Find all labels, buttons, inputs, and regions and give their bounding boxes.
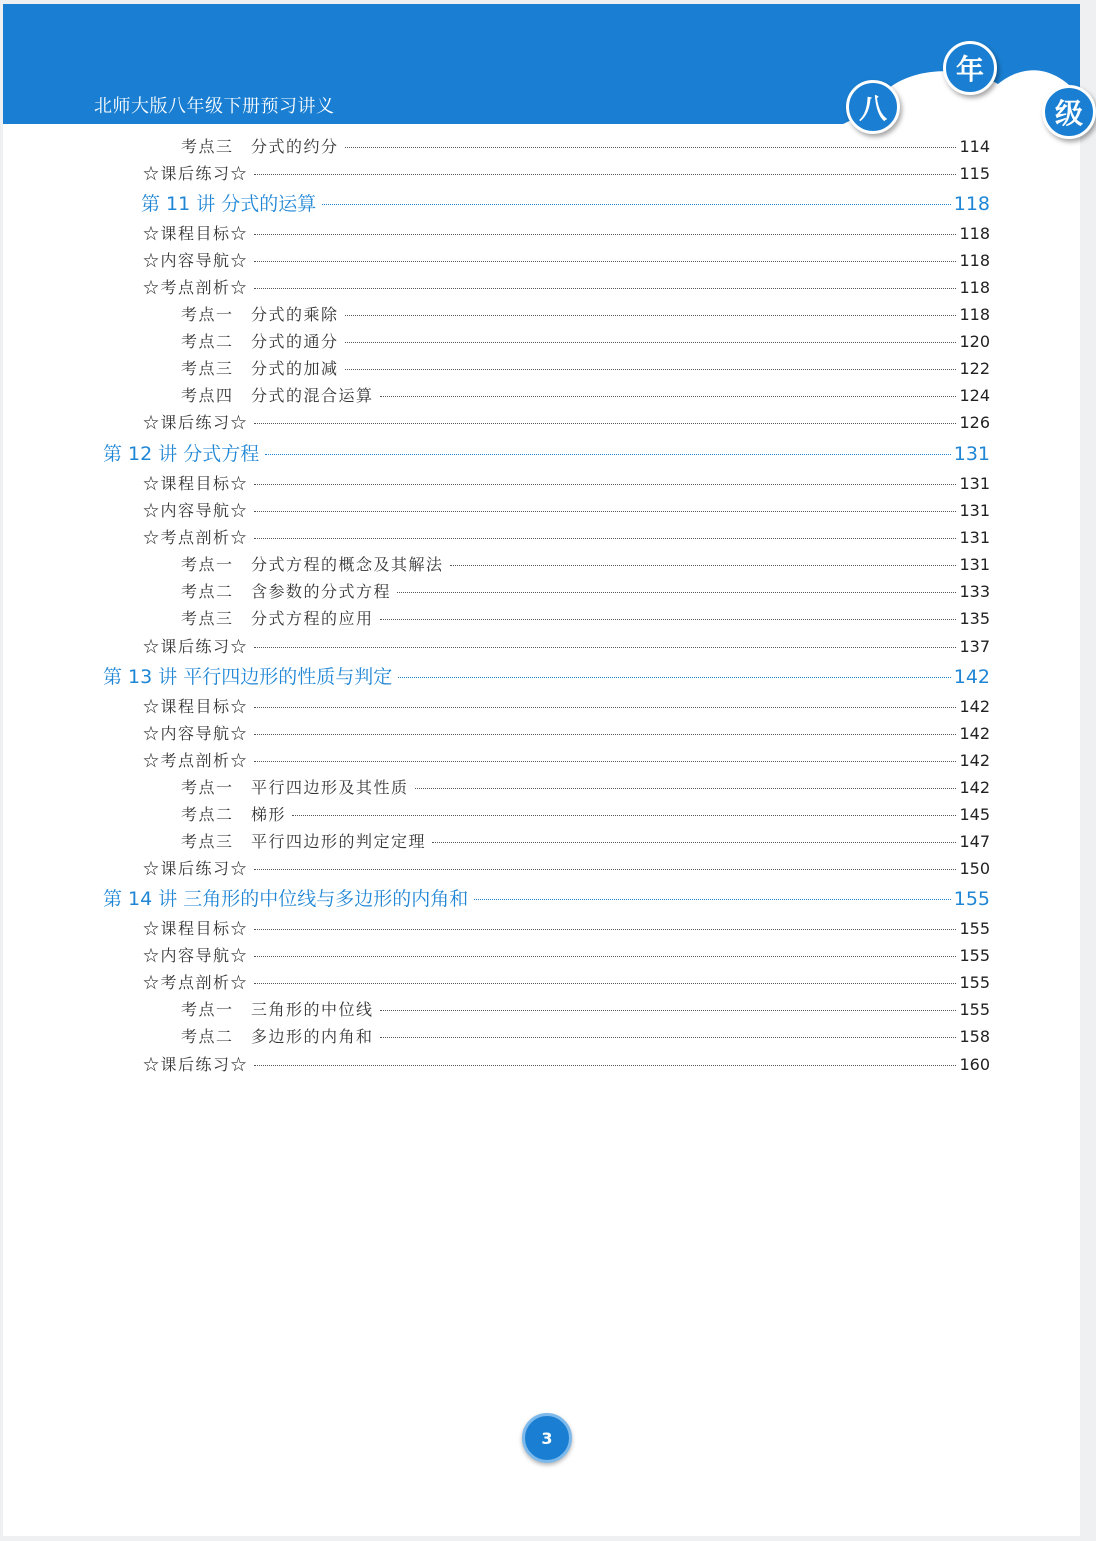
toc-entry[interactable] [181, 803, 990, 827]
dot-leader [380, 1010, 957, 1011]
toc-entry[interactable] [143, 1053, 990, 1077]
toc-entry[interactable] [181, 330, 990, 354]
dot-leader [254, 707, 956, 708]
toc-entry[interactable] [143, 695, 990, 719]
dot-leader [432, 842, 956, 843]
toc-entry[interactable] [181, 830, 990, 854]
toc-entry[interactable] [143, 249, 990, 273]
toc-entry-page: 124 [959, 386, 990, 405]
page-header [3, 4, 1080, 124]
toc-entry[interactable] [181, 135, 990, 159]
toc-chapter-label: 第 11 讲 分式的运算 [141, 193, 317, 215]
toc-chapter[interactable] [103, 885, 990, 913]
toc-entry-label: ☆课后练习☆ [143, 859, 249, 878]
toc-entry-label: ☆课后练习☆ [143, 164, 249, 183]
toc-entry[interactable] [143, 917, 990, 941]
dot-leader [265, 454, 950, 455]
dot-leader [474, 899, 950, 900]
toc-entry[interactable] [143, 635, 990, 659]
toc-chapter-page: 131 [953, 443, 990, 465]
toc-entry-page: 118 [959, 278, 990, 297]
toc-chapter-label: 第 12 讲 分式方程 [103, 443, 260, 465]
toc-entry[interactable] [181, 998, 990, 1022]
toc-entry[interactable] [143, 276, 990, 300]
toc-entry[interactable] [143, 526, 990, 550]
toc-entry[interactable] [181, 553, 990, 577]
toc-entry-page: 155 [959, 919, 990, 938]
toc-entry[interactable] [143, 749, 990, 773]
toc-entry-label: 考点三 分式的约分 [181, 137, 339, 156]
toc-entry-label: ☆课程目标☆ [143, 224, 249, 243]
dot-leader [254, 288, 956, 289]
toc-entry[interactable] [143, 722, 990, 746]
toc-entry-label: 考点一 分式的乘除 [181, 305, 339, 324]
toc-entry[interactable] [181, 1025, 990, 1049]
toc-entry[interactable] [143, 944, 990, 968]
toc-entry[interactable] [181, 357, 990, 381]
dot-leader [450, 565, 957, 566]
dot-leader [292, 815, 956, 816]
grade-badge-nian: 年 [943, 41, 997, 95]
toc-entry-label: 考点一 分式方程的概念及其解法 [181, 555, 444, 574]
dot-leader [254, 734, 956, 735]
dot-leader [254, 484, 956, 485]
toc-chapter[interactable] [103, 663, 990, 691]
toc-entry-label: ☆考点剖析☆ [143, 278, 249, 297]
toc-entry[interactable] [181, 303, 990, 327]
toc-entry-label: ☆课后练习☆ [143, 637, 249, 656]
page-number-badge: 3 [522, 1413, 572, 1463]
dot-leader [254, 929, 956, 930]
toc-entry-label: ☆课程目标☆ [143, 697, 249, 716]
dot-leader [254, 261, 956, 262]
toc-entry-page: 142 [959, 751, 990, 770]
dot-leader [397, 592, 956, 593]
toc-chapter[interactable] [103, 440, 990, 468]
toc-entry-label: 考点二 梯形 [181, 805, 287, 824]
toc-entry-label: 考点二 多边形的内角和 [181, 1027, 374, 1046]
toc-chapter-label: 第 14 讲 三角形的中位线与多边形的内角和 [103, 888, 469, 910]
toc-chapter-label: 第 13 讲 平行四边形的性质与判定 [103, 666, 393, 688]
toc-entry-label: ☆内容导航☆ [143, 501, 249, 520]
toc-entry-page: 142 [959, 778, 990, 797]
toc-entry-page: 131 [959, 474, 990, 493]
toc-entry-page: 133 [959, 582, 990, 601]
toc-entry[interactable] [143, 222, 990, 246]
grade-badge-ji: 级 [1042, 85, 1096, 139]
dot-leader [254, 761, 956, 762]
toc-entry-page: 155 [959, 973, 990, 992]
dot-leader [345, 315, 957, 316]
book-title: 北师大版八年级下册预习讲义 [94, 96, 335, 117]
dot-leader [380, 396, 957, 397]
dot-leader [345, 342, 957, 343]
toc-entry[interactable] [181, 384, 990, 408]
toc-entry-label: ☆课后练习☆ [143, 413, 249, 432]
toc-entry-label: 考点二 含参数的分式方程 [181, 582, 392, 601]
toc-entry-label: 考点一 平行四边形及其性质 [181, 778, 409, 797]
toc-entry-label: 考点一 三角形的中位线 [181, 1000, 374, 1019]
dot-leader [254, 1065, 956, 1066]
toc-entry-page: 155 [959, 1000, 990, 1019]
toc-entry-label: 考点三 分式的加减 [181, 359, 339, 378]
toc-entry-page: 147 [959, 832, 990, 851]
toc-entry-page: 118 [959, 305, 990, 324]
toc-entry-label: 考点四 分式的混合运算 [181, 386, 374, 405]
toc-entry-page: 131 [959, 501, 990, 520]
toc-entry-page: 131 [959, 555, 990, 574]
toc-entry-label: 考点三 分式方程的应用 [181, 609, 374, 628]
dot-leader [254, 983, 956, 984]
toc-entry-label: ☆内容导航☆ [143, 251, 249, 270]
dot-leader [254, 234, 956, 235]
dot-leader [380, 1037, 957, 1038]
toc-entry-label: ☆考点剖析☆ [143, 751, 249, 770]
dot-leader [380, 619, 957, 620]
dot-leader [254, 956, 956, 957]
toc-entry-page: 158 [959, 1027, 990, 1046]
dot-leader [322, 204, 950, 205]
toc-entry[interactable] [143, 162, 990, 186]
toc-entry[interactable] [143, 857, 990, 881]
dot-leader [254, 423, 956, 424]
toc-entry-page: 160 [959, 1055, 990, 1074]
toc-entry-label: 考点三 平行四边形的判定定理 [181, 832, 427, 851]
toc-entry-page: 150 [959, 859, 990, 878]
toc-entry-page: 118 [959, 224, 990, 243]
toc-entry-page: 142 [959, 697, 990, 716]
toc-entry[interactable] [143, 472, 990, 496]
dot-leader [254, 538, 956, 539]
dot-leader [254, 869, 956, 870]
toc-entry-page: 126 [959, 413, 990, 432]
toc-entry-page: 135 [959, 609, 990, 628]
grade-badge-ba: 八 [846, 80, 900, 134]
toc-entry[interactable] [181, 776, 990, 800]
toc-entry-label: ☆内容导航☆ [143, 724, 249, 743]
toc-entry-page: 142 [959, 724, 990, 743]
toc-entry-label: ☆考点剖析☆ [143, 973, 249, 992]
toc-entry-page: 118 [959, 251, 990, 270]
dot-leader [398, 677, 950, 678]
dot-leader [254, 511, 956, 512]
toc-entry-page: 155 [959, 946, 990, 965]
toc-entry[interactable] [143, 971, 990, 995]
dot-leader [345, 147, 957, 148]
toc-entry-page: 137 [959, 637, 990, 656]
toc-chapter-page: 118 [953, 193, 990, 215]
toc-entry-page: 122 [959, 359, 990, 378]
toc-entry[interactable] [181, 607, 990, 631]
toc-entry-page: 114 [959, 137, 990, 156]
toc-entry[interactable] [143, 411, 990, 435]
toc-entry-page: 120 [959, 332, 990, 351]
dot-leader [254, 647, 956, 648]
toc-entry-label: ☆内容导航☆ [143, 946, 249, 965]
toc-entry-page: 115 [959, 164, 990, 183]
toc-entry-label: ☆课后练习☆ [143, 1055, 249, 1074]
toc-chapter-page: 142 [953, 666, 990, 688]
toc-entry[interactable] [143, 499, 990, 523]
toc-chapter-page: 155 [953, 888, 990, 910]
toc-entry-page: 145 [959, 805, 990, 824]
toc-entry[interactable] [181, 580, 990, 604]
toc-entry-label: ☆课程目标☆ [143, 919, 249, 938]
document-page [3, 4, 1083, 1536]
toc-entry-label: ☆考点剖析☆ [143, 528, 249, 547]
toc-entry-label: 考点二 分式的通分 [181, 332, 339, 351]
dot-leader [415, 788, 957, 789]
toc-entry-page: 131 [959, 528, 990, 547]
toc-chapter[interactable] [141, 190, 990, 218]
dot-leader [254, 174, 956, 175]
toc-entry-label: ☆课程目标☆ [143, 474, 249, 493]
dot-leader [345, 369, 957, 370]
